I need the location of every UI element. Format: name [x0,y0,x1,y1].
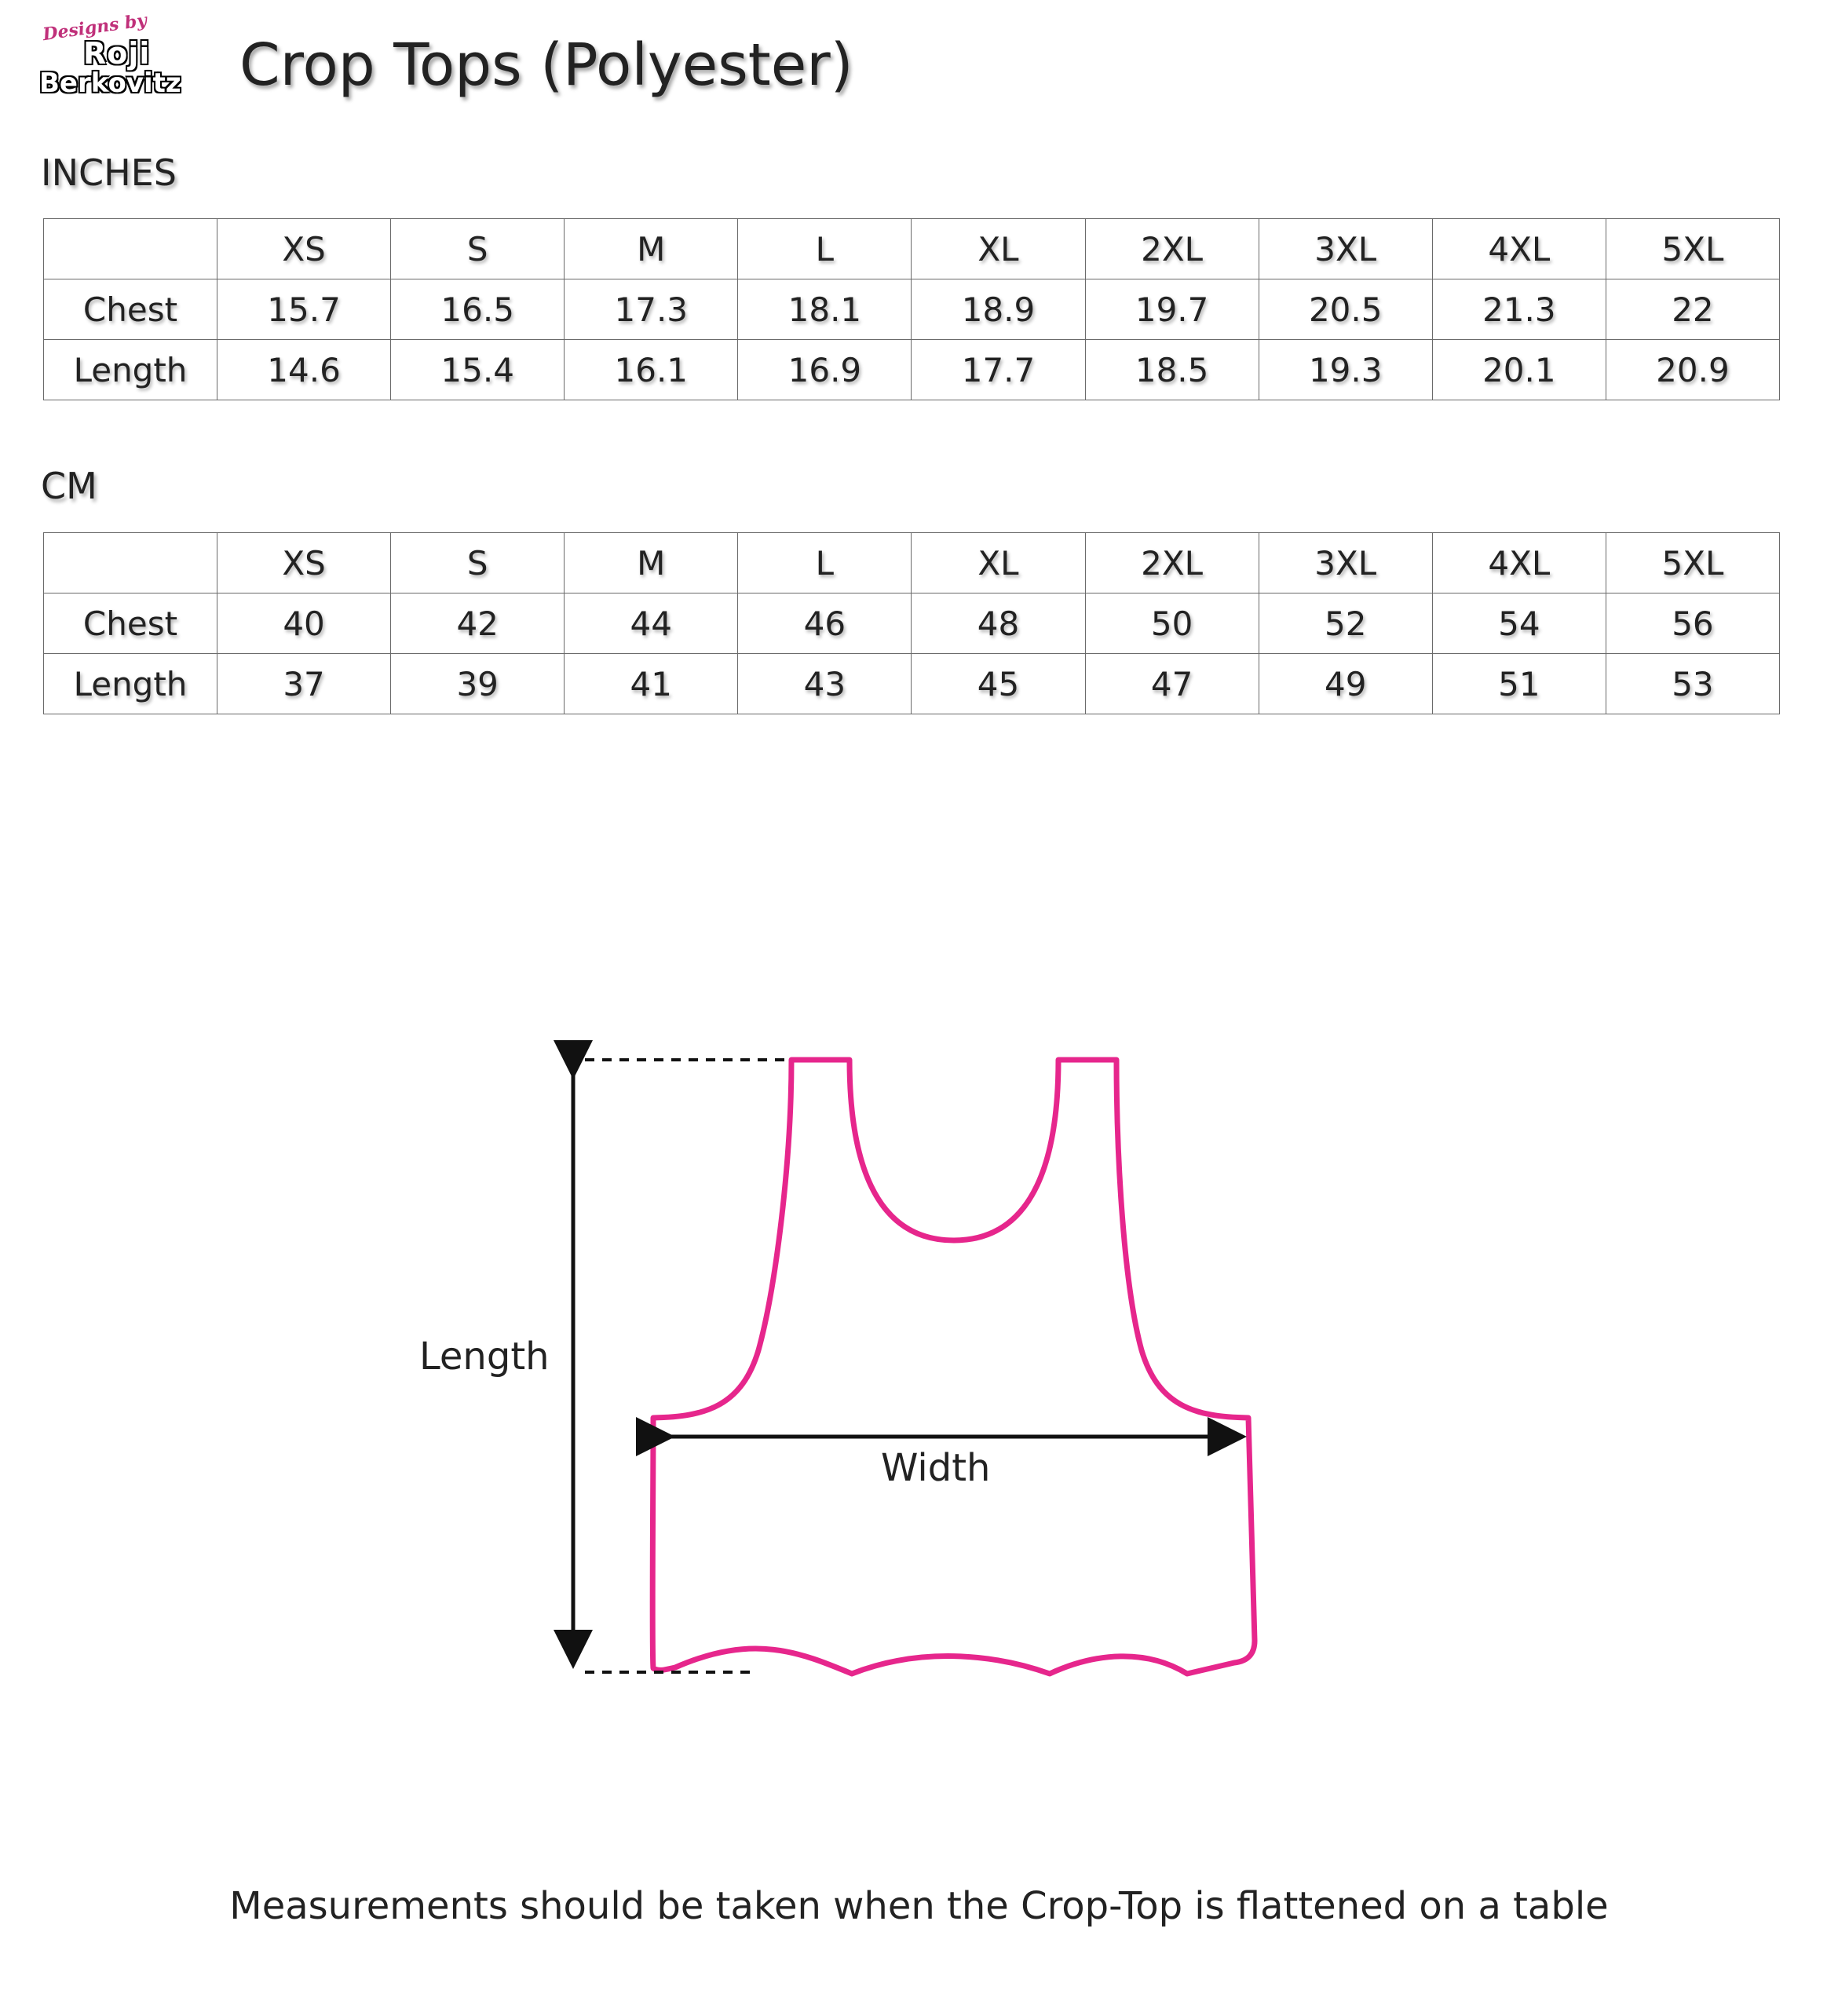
inches-value-cell: 20.1 [1432,340,1606,400]
cm-header-row [44,533,1780,593]
measurement-note: Measurements should be taken when the Crop-Top is flattened on a table [229,1884,1609,1928]
brand-logo [39,9,196,104]
inches-header-row [44,219,1780,279]
cm-value-cell: 48 [912,593,1085,654]
cm-value-cell: 46 [738,593,912,654]
inches-value-cell: 20.5 [1259,279,1432,340]
inches-value-cell: 20.9 [1606,340,1779,400]
inches-row-length [44,340,1780,400]
inches-value-cell: 22 [1606,279,1779,340]
cm-size-header: S [391,533,565,593]
cm-size-header: XL [912,533,1085,593]
width-label: Width [881,1446,991,1490]
inches-row-label: Length [44,340,217,400]
inches-size-header: L [738,219,912,279]
cm-size-header: 5XL [1606,533,1779,593]
inches-value-cell: 16.5 [391,279,565,340]
logo-last-name: Berkovitz [39,68,181,99]
cm-size-header: 4XL [1432,533,1606,593]
inches-size-header: S [391,219,565,279]
inches-value-cell: 19.3 [1259,340,1432,400]
cm-row-label: Chest [44,593,217,654]
inches-value-cell: 14.6 [217,340,391,400]
inches-size-header: XS [217,219,391,279]
cm-value-cell: 43 [738,654,912,714]
inches-value-cell: 18.1 [738,279,912,340]
cm-value-cell: 45 [912,654,1085,714]
logo-first-name: Roji [83,36,151,71]
inches-value-cell: 17.7 [912,340,1085,400]
cm-value-cell: 50 [1085,593,1259,654]
cm-size-header: 2XL [1085,533,1259,593]
cm-section-label: CM [41,465,97,507]
length-label: Length [419,1335,550,1379]
inches-size-header: 5XL [1606,219,1779,279]
cm-size-header: L [738,533,912,593]
inches-value-cell: 17.3 [565,279,738,340]
inches-value-cell: 16.9 [738,340,912,400]
inches-corner-cell [44,219,217,279]
cm-value-cell: 47 [1085,654,1259,714]
inches-size-header: XL [912,219,1085,279]
cm-size-table [43,532,1780,714]
cm-size-header: M [565,533,738,593]
inches-size-header: 2XL [1085,219,1259,279]
cm-value-cell: 49 [1259,654,1432,714]
cm-row-chest [44,593,1780,654]
inches-value-cell: 18.5 [1085,340,1259,400]
cm-size-header: XS [217,533,391,593]
cm-value-cell: 52 [1259,593,1432,654]
page-title: Crop Tops (Polyester) [239,31,853,99]
crop-top-outline [652,1060,1255,1674]
cm-value-cell: 44 [565,593,738,654]
cm-row-length [44,654,1780,714]
cm-value-cell: 53 [1606,654,1779,714]
inches-value-cell: 21.3 [1432,279,1606,340]
inches-size-header: 4XL [1432,219,1606,279]
cm-value-cell: 54 [1432,593,1606,654]
inches-value-cell: 18.9 [912,279,1085,340]
inches-size-header: 3XL [1259,219,1432,279]
cm-row-label: Length [44,654,217,714]
crop-top-diagram [0,1021,1838,1727]
inches-row-label: Chest [44,279,217,340]
cm-value-cell: 41 [565,654,738,714]
inches-row-chest [44,279,1780,340]
cm-value-cell: 42 [391,593,565,654]
inches-size-table [43,218,1780,400]
cm-value-cell: 56 [1606,593,1779,654]
inches-value-cell: 15.7 [217,279,391,340]
cm-value-cell: 51 [1432,654,1606,714]
cm-value-cell: 39 [391,654,565,714]
inches-section-label: INCHES [41,152,177,194]
inches-value-cell: 16.1 [565,340,738,400]
cm-value-cell: 40 [217,593,391,654]
cm-size-header: 3XL [1259,533,1432,593]
inches-size-header: M [565,219,738,279]
logo-script-text: Designs by [41,9,148,46]
inches-value-cell: 15.4 [391,340,565,400]
inches-value-cell: 19.7 [1085,279,1259,340]
cm-corner-cell [44,533,217,593]
cm-value-cell: 37 [217,654,391,714]
